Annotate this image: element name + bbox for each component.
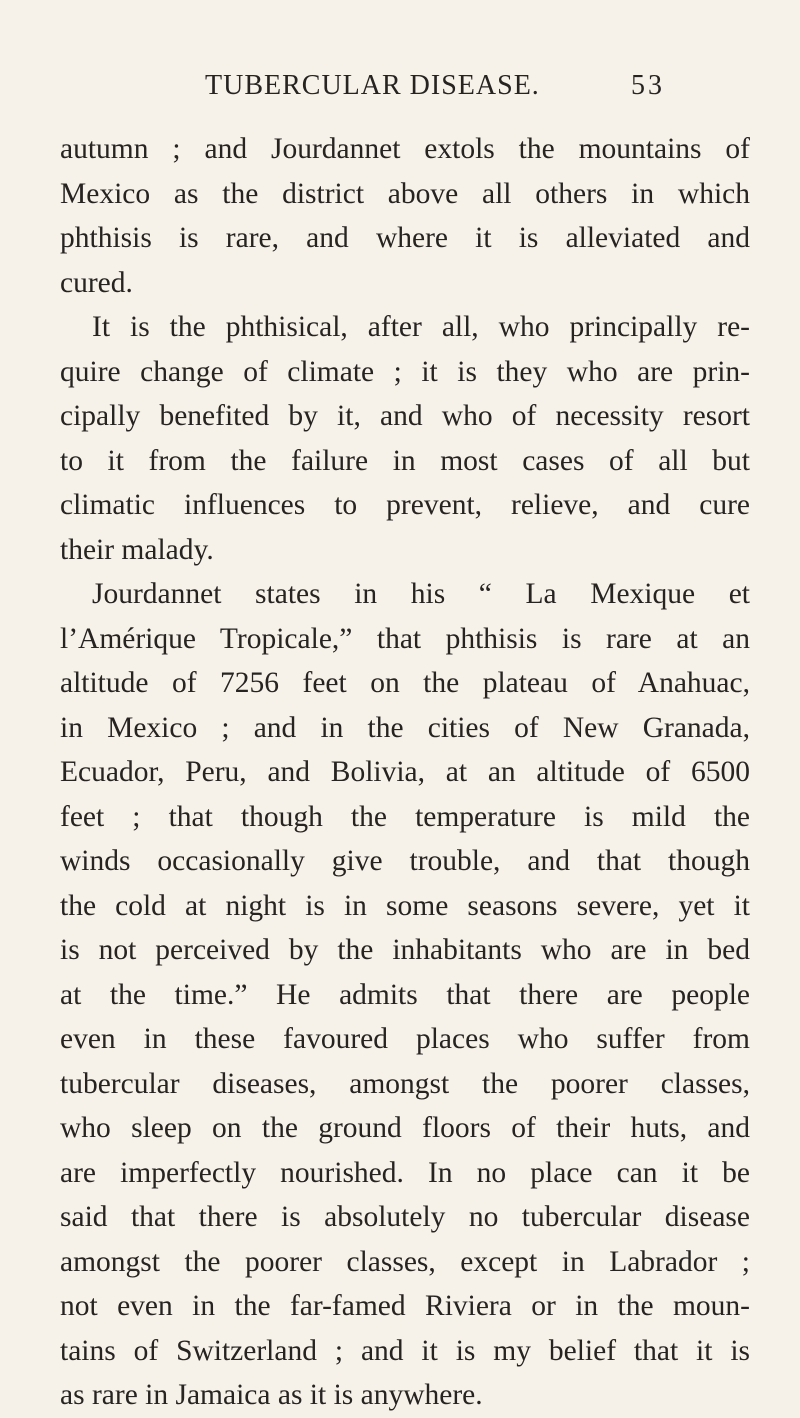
body-text (60, 127, 750, 1418)
text-line: the cold at night is in some seasons severe, yet it (60, 889, 750, 922)
text-line: not even in the far-famed Riviera or in the moun- (60, 1290, 750, 1322)
text-line: winds occasionally give trouble, and that though (60, 845, 750, 877)
text-line: at the time.” He admits that there are people (60, 978, 750, 1011)
text-line: in Mexico ; and in the cities of New Granada, (60, 711, 750, 744)
text-line: l’Amérique Tropicale,” that phthisis is rare at an (60, 622, 750, 655)
text-line: quire change of climate ; it is they who are prin- (60, 355, 750, 388)
text-line: altitude of 7256 feet on the plateau of Anahuac, (60, 667, 750, 699)
text-line: tains of Switzerland ; and it is my belief that it is (60, 1334, 750, 1367)
text-line: is not perceived by the inhabitants who are in bed (60, 934, 750, 966)
text-line: to it from the failure in most cases of all but (60, 444, 750, 477)
paragraph-start-line: It is the phthisical, after all, who principally re- (92, 311, 750, 343)
running-head (205, 70, 665, 110)
text-line: even in these favoured places who suffer from (60, 1023, 750, 1055)
paragraph-start-line: Jourdannet states in his “ La Mexique et (92, 578, 750, 610)
paragraph-end-line: their malady. (60, 533, 214, 566)
text-line: Ecuador, Peru, and Bolivia, at an altitude of 6500 (60, 756, 750, 788)
text-line: Mexico as the district above all others in which (60, 177, 750, 210)
paragraph-end-line: cured. (60, 266, 133, 299)
text-line: tubercular diseases, amongst the poorer classes, (60, 1067, 750, 1100)
page-number: 53 (631, 70, 665, 101)
paragraph-end-line: as rare in Jamaica as it is anywhere. (60, 1379, 483, 1411)
text-line: phthisis is rare, and where it is alleviated and (60, 222, 750, 254)
text-line: who sleep on the ground floors of their huts, and (60, 1112, 750, 1144)
text-line: amongst the poorer classes, except in Labrador ; (60, 1245, 750, 1278)
running-title: TUBERCULAR DISEASE. (205, 70, 540, 101)
text-line: cipally benefited by it, and who of necessity resort (60, 400, 750, 432)
text-line: are imperfectly nourished. In no place can it be (60, 1156, 750, 1189)
text-line: feet ; that though the temperature is mild the (60, 800, 750, 833)
text-line: autumn ; and Jourdannet extols the mountains of (60, 133, 750, 165)
text-line: climatic influences to prevent, relieve, and cure (60, 489, 750, 521)
text-line: said that there is absolutely no tubercular disease (60, 1201, 750, 1233)
